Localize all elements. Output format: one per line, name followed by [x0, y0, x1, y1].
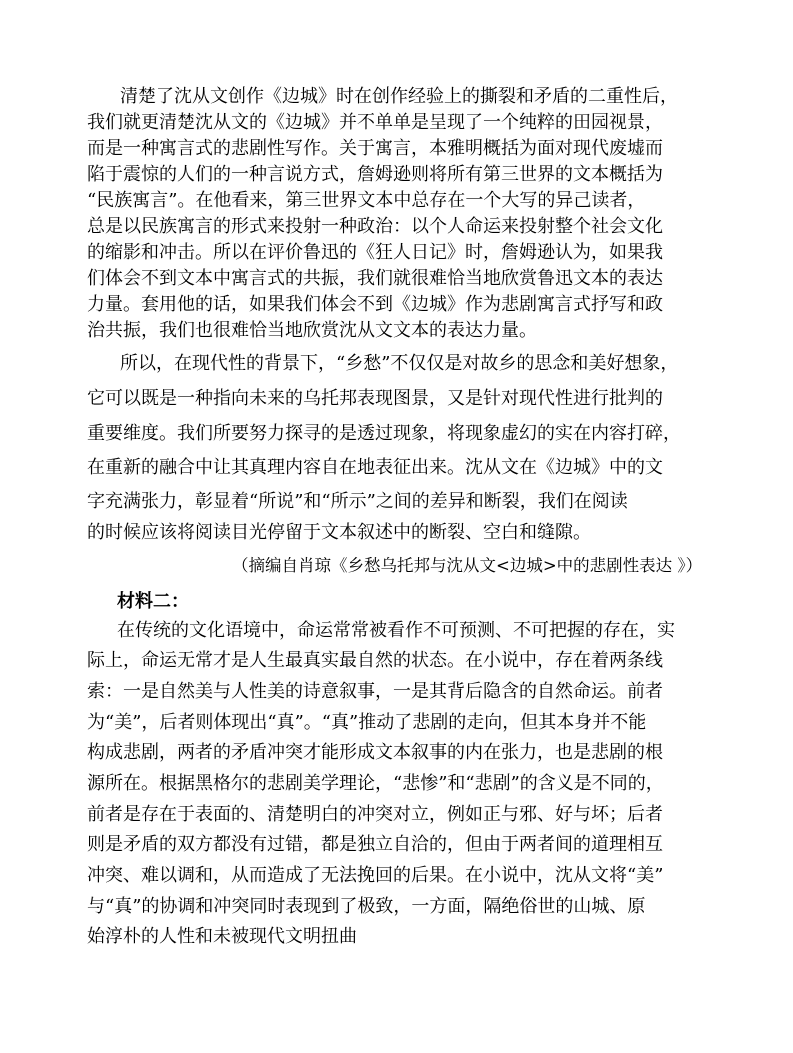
- paragraph-1-line-9: 力量。套用他的话，如果我们体会不到《边城》作为悲剧寓言式抒写和政: [87, 294, 663, 315]
- paragraph-3-line-1: 在传统的文化语境中，命运常常被看作不可预测、不可把握的存在，实: [117, 620, 675, 641]
- paragraph-2-line-5: 字充满张力，彰显着“所说”和“所示”之间的差异和断裂，我们在阅读: [87, 491, 628, 512]
- paragraph-3-line-6: 源所在。根据黑格尔的悲剧美学理论，“悲惨”和“悲剧”的含义是不同的，: [87, 773, 664, 794]
- paragraph-1-line-5: “民族寓言”。在他看来，第三世界文本中总存在一个大写的异己读者，: [87, 190, 646, 211]
- paragraph-1-line-10: 治共振，我们也很难恰当地欣赏沈从文文本的表达力量。: [87, 320, 537, 341]
- paragraph-1-line-6: 总是以民族寓言的形式来投射一种政治：以个人命运来投射整个社会文化: [87, 216, 663, 237]
- paragraph-3-line-8: 则是矛盾的双方都没有过错，都是独立自洽的，但由于两者间的道理相互: [87, 834, 663, 855]
- paragraph-3-line-11: 始淳朴的人性和未被现代文明扭曲: [87, 926, 357, 947]
- paragraph-1-line-3: 而是一种寓言式的悲剧性写作。关于寓言，本雅明概括为面对现代废墟而: [87, 138, 663, 159]
- paragraph-3-line-9: 冲突、难以调和，从而造成了无法挽回的后果。在小说中，沈从文将“美”: [87, 865, 664, 886]
- paragraph-1-line-7: 的缩影和冲击。所以在评价鲁迅的《狂人日记》时，詹姆逊认为，如果我: [87, 242, 663, 263]
- paragraph-2-line-6: 的时候应该将阅读目光停留于文本叙述中的断裂、空白和缝隙。: [87, 522, 591, 543]
- paragraph-3-line-4: 为“美”，后者则体现出“真”。“真”推动了悲剧的走向，但其本身并不能: [87, 712, 647, 733]
- paragraph-3-line-2: 际上，命运无常才是人生最真实最自然的状态。在小说中，存在着两条线: [87, 650, 663, 671]
- paragraph-1-line-4: 陷于震惊的人们的一种言说方式，詹姆逊则将所有第三世界的文本概括为: [87, 164, 663, 185]
- paragraph-2-line-2: 它可以既是一种指向未来的乌托邦表现图景，又是针对现代性进行批判的: [87, 388, 663, 409]
- paragraph-2-line-1: 所以，在现代性的背景下，“乡愁”不仅仅是对故乡的思念和美好想象，: [120, 353, 679, 374]
- paragraph-3-line-10: 与“真”的协调和冲突同时表现到了极致，一方面，隔绝俗世的山城、原: [87, 896, 646, 917]
- paragraph-1-line-1: 清楚了沈从文创作《边城》时在创作经验上的撕裂和矛盾的二重性后，: [120, 86, 678, 107]
- paragraph-2-line-4: 在重新的融合中让其真理内容自在地表征出来。沈从文在《边城》中的文: [87, 457, 663, 478]
- paragraph-3-line-7: 前者是存在于表面的、清楚明白的冲突对立，例如正与邪、好与坏；后者: [87, 804, 663, 825]
- paragraph-1-line-8: 们体会不到文本中寓言式的共振，我们就很难恰当地欣赏鲁迅文本的表达: [87, 268, 663, 289]
- material-2-heading: 材料二：: [117, 591, 189, 612]
- paragraph-3-line-3: 索：一是自然美与人性美的诗意叙事，一是其背后隐含的自然命运。前者: [87, 681, 663, 702]
- paragraph-1-line-2: 我们就更清楚沈从文的《边城》并不单单是呈现了一个纯粹的田园视景，: [87, 112, 663, 133]
- paragraph-2-line-3: 重要维度。我们所要努力探寻的是透过现象，将现象虚幻的实在内容打碎，: [87, 423, 681, 444]
- citation: （摘编自肖琼《乡愁乌托邦与沈从文<边城>中的悲剧性表达 》）: [232, 556, 703, 575]
- paragraph-3-line-5: 构成悲剧，两者的矛盾冲突才能形成文本叙事的内在张力，也是悲剧的根: [87, 742, 663, 763]
